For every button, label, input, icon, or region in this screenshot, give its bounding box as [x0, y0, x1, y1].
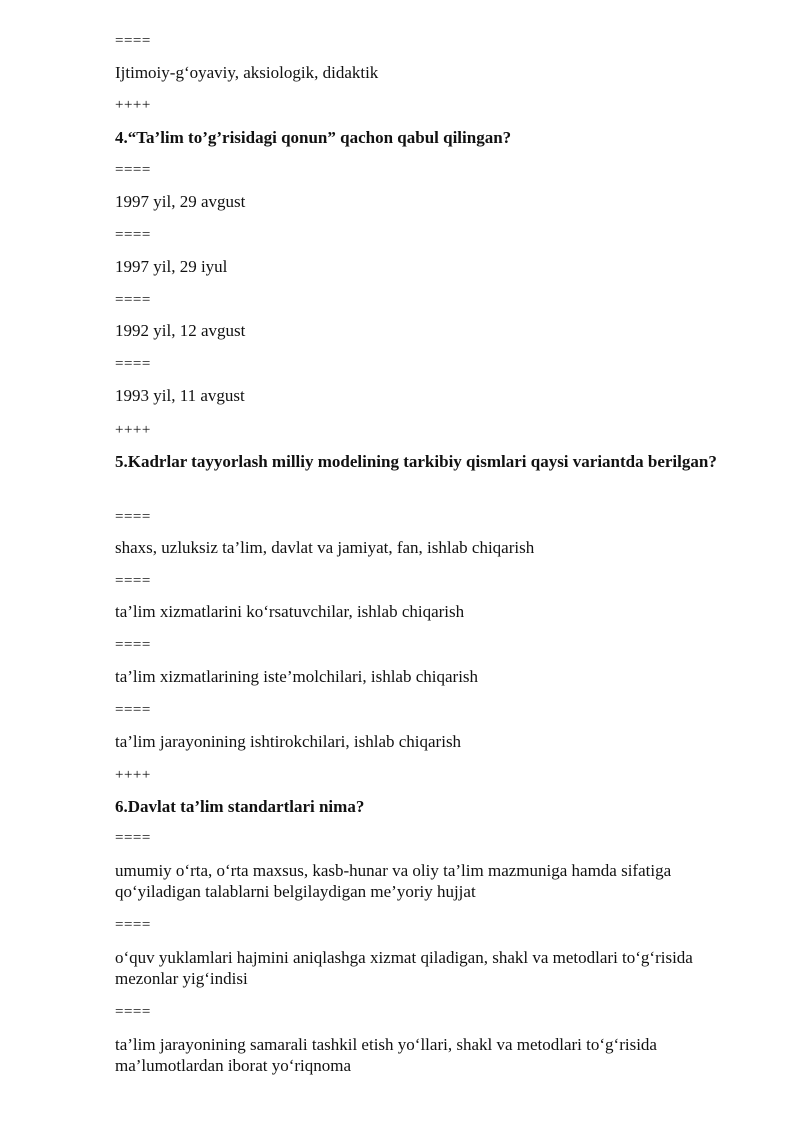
answer-option: o‘quv yuklamlari hajmini aniqlashga xizmat qiladigan, shakl va metodlari to‘g‘risida mezonlar yig‘indisi: [115, 948, 693, 988]
answer-option: ta’lim jarayonining ishtirokchilari, ishlab chiqarish: [115, 732, 462, 751]
separator-line: ====: [115, 830, 151, 846]
separator-line: ====: [115, 356, 151, 372]
separator-line: ====: [115, 162, 151, 178]
answer-option: ta’lim xizmatlarining iste’molchilari, ishlab chiqarish: [115, 667, 479, 686]
answer-option: umumiy o‘rta, o‘rta maxsus, kasb-hunar va oliy ta’lim mazmuniga hamda sifatiga qo‘yiladigan talablarni belgilaydigan me’yoriy hujjat: [115, 861, 672, 901]
separator-line: ++++: [115, 767, 151, 783]
question-title: 4.“Ta’lim to’g’risidagi qonun” qachon qabul qilingan?: [115, 128, 512, 147]
separator-line: ====: [115, 509, 151, 525]
question-title: 5.Kadrlar tayyorlash milliy modelining tarkibiy qismlari qaysi variantda berilgan?: [115, 452, 717, 471]
separator-line: ++++: [115, 97, 151, 113]
answer-option: ta’lim jarayonining samarali tashkil etish yo‘llari, shakl va metodlari to‘g‘risida ma’lumotlardan iborat yo‘riqnoma: [115, 1035, 657, 1075]
separator-line: ====: [115, 917, 151, 933]
separator-line: ====: [115, 292, 151, 308]
separator-line: ====: [115, 33, 151, 49]
answer-option: ta’lim xizmatlarini ko‘rsatuvchilar, ishlab chiqarish: [115, 602, 465, 621]
answer-option: 1992 yil, 12 avgust: [115, 321, 246, 340]
answer-option: shaxs, uzluksiz ta’lim, davlat va jamiyat, fan, ishlab chiqarish: [115, 538, 535, 557]
answer-option: 1997 yil, 29 avgust: [115, 192, 246, 211]
separator-line: ====: [115, 1004, 151, 1020]
separator-line: ====: [115, 227, 151, 243]
separator-line: ====: [115, 702, 151, 718]
answer-option: 1997 yil, 29 iyul: [115, 257, 228, 276]
answer-option: 1993 yil, 11 avgust: [115, 386, 245, 405]
question-title: 6.Davlat ta’lim standartlari nima?: [115, 797, 365, 816]
separator-line: ++++: [115, 422, 151, 438]
separator-line: ====: [115, 637, 151, 653]
separator-line: ====: [115, 573, 151, 589]
answer-option: Ijtimoiy-g‘oyaviy, aksiologik, didaktik: [115, 63, 379, 82]
